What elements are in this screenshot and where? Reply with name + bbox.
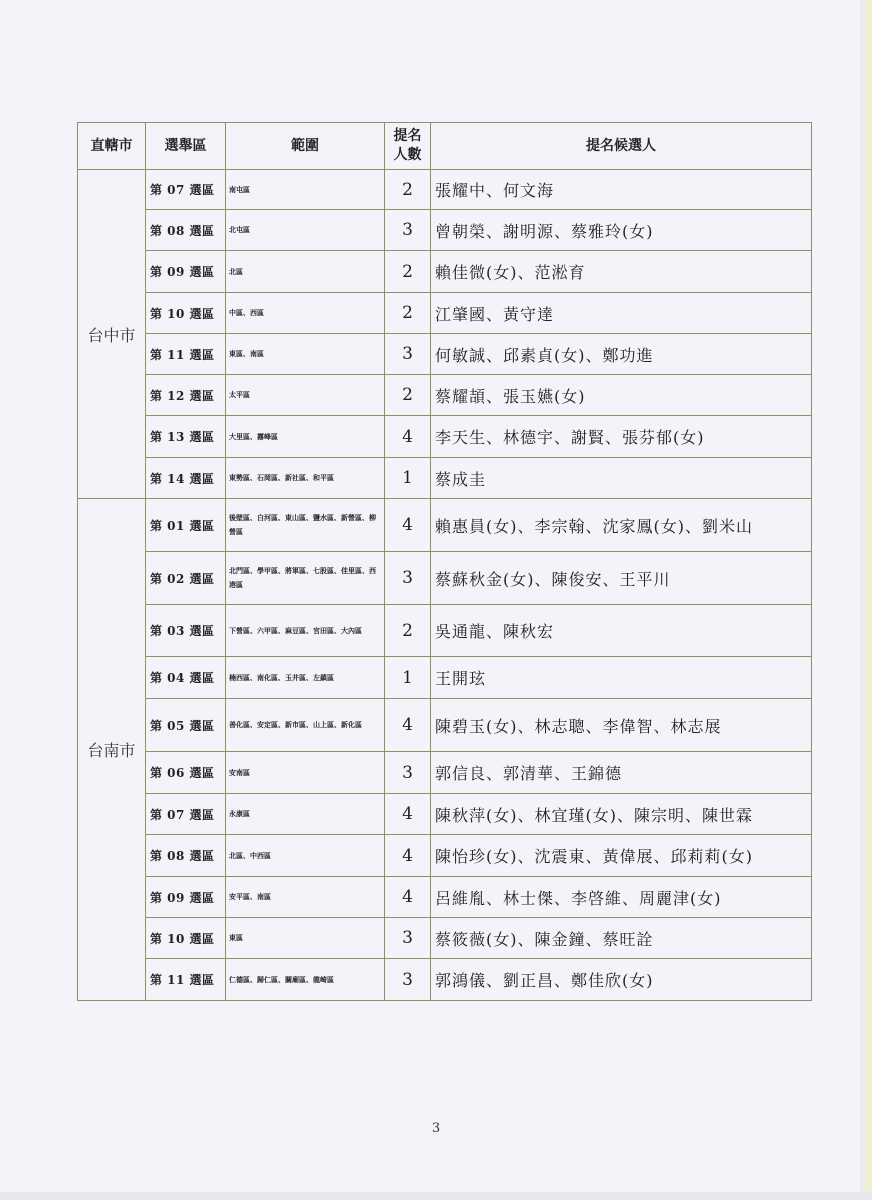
district-cell: 第 01 選區	[146, 499, 226, 552]
table-row	[78, 251, 812, 293]
count-cell: 3	[385, 552, 431, 605]
count-cell: 4	[385, 499, 431, 552]
table-header-row	[78, 123, 812, 170]
candidates-cell: 陳碧玉(女)、林志聰、李偉智、林志展	[431, 699, 812, 752]
header-candidates: 提名候選人	[431, 123, 812, 170]
district-cell: 第 04 選區	[146, 657, 226, 699]
candidates-cell: 蔡蘇秋金(女)、陳俊安、王平川	[431, 552, 812, 605]
count-cell: 2	[385, 293, 431, 334]
candidates-cell: 賴佳微(女)、范淞育	[431, 251, 812, 293]
candidates-cell: 蔡成圭	[431, 458, 812, 499]
count-cell: 1	[385, 458, 431, 499]
area-cell: 楠西區、南化區、玉井區、左鎮區	[226, 657, 385, 699]
area-cell: 東區、南區	[226, 334, 385, 375]
count-cell: 4	[385, 416, 431, 458]
area-cell: 仁德區、歸仁區、關廟區、龍崎區	[226, 959, 385, 1001]
district-cell: 第 11 選區	[146, 959, 226, 1001]
count-cell: 1	[385, 657, 431, 699]
table-row	[78, 170, 812, 210]
page-edge-bottom	[0, 1192, 872, 1200]
nomination-table	[77, 122, 812, 1001]
table-row	[78, 293, 812, 334]
table-row	[78, 210, 812, 251]
district-cell: 第 10 選區	[146, 918, 226, 959]
table-row	[78, 794, 812, 835]
candidates-cell: 郭鴻儀、劉正昌、鄭佳欣(女)	[431, 959, 812, 1001]
area-cell: 安平區、南區	[226, 877, 385, 918]
count-cell: 2	[385, 170, 431, 210]
page-number: 3	[431, 1121, 441, 1136]
count-cell: 4	[385, 794, 431, 835]
city-cell: 台中市	[78, 170, 146, 499]
candidates-cell: 賴惠員(女)、李宗翰、沈家鳳(女)、劉米山	[431, 499, 812, 552]
table-row	[78, 499, 812, 552]
candidates-cell: 曾朝榮、謝明源、蔡雅玲(女)	[431, 210, 812, 251]
candidates-cell: 江肇國、黃守達	[431, 293, 812, 334]
candidates-cell: 陳怡珍(女)、沈震東、黃偉展、邱莉莉(女)	[431, 835, 812, 877]
district-cell: 第 07 選區	[146, 794, 226, 835]
area-cell: 太平區	[226, 375, 385, 416]
district-cell: 第 06 選區	[146, 752, 226, 794]
count-cell: 4	[385, 877, 431, 918]
area-cell: 東勢區、石岡區、新社區、和平區	[226, 458, 385, 499]
count-cell: 4	[385, 699, 431, 752]
candidates-cell: 張耀中、何文海	[431, 170, 812, 210]
district-cell: 第 07 選區	[146, 170, 226, 210]
count-cell: 3	[385, 918, 431, 959]
count-cell: 2	[385, 375, 431, 416]
district-cell: 第 09 選區	[146, 251, 226, 293]
area-cell: 東區	[226, 918, 385, 959]
count-cell: 2	[385, 251, 431, 293]
district-cell: 第 14 選區	[146, 458, 226, 499]
candidates-cell: 陳秋萍(女)、林宜瑾(女)、陳宗明、陳世霖	[431, 794, 812, 835]
area-cell: 北門區、學甲區、將軍區、七股區、佳里區、西港區	[226, 552, 385, 605]
district-cell: 第 03 選區	[146, 605, 226, 657]
city-cell: 台南市	[78, 499, 146, 1001]
table-row	[78, 752, 812, 794]
area-cell: 大里區、霧峰區	[226, 416, 385, 458]
table-row	[78, 605, 812, 657]
table-row	[78, 458, 812, 499]
table-row	[78, 552, 812, 605]
area-cell: 北屯區	[226, 210, 385, 251]
district-cell: 第 05 選區	[146, 699, 226, 752]
table-row	[78, 375, 812, 416]
page-edge-right	[860, 0, 872, 1200]
district-cell: 第 11 選區	[146, 334, 226, 375]
district-cell: 第 13 選區	[146, 416, 226, 458]
district-cell: 第 02 選區	[146, 552, 226, 605]
count-cell: 3	[385, 210, 431, 251]
area-cell: 南屯區	[226, 170, 385, 210]
table-row	[78, 334, 812, 375]
district-cell: 第 08 選區	[146, 210, 226, 251]
table-row	[78, 877, 812, 918]
area-cell: 北區	[226, 251, 385, 293]
candidates-cell: 郭信良、郭清華、王錦德	[431, 752, 812, 794]
candidates-cell: 蔡筱薇(女)、陳金鐘、蔡旺詮	[431, 918, 812, 959]
area-cell: 善化區、安定區、新市區、山上區、新化區	[226, 699, 385, 752]
district-cell: 第 09 選區	[146, 877, 226, 918]
table-row	[78, 699, 812, 752]
district-cell: 第 10 選區	[146, 293, 226, 334]
header-area: 範圍	[226, 123, 385, 170]
table-row	[78, 835, 812, 877]
district-cell: 第 12 選區	[146, 375, 226, 416]
header-count	[385, 123, 431, 170]
table-row	[78, 918, 812, 959]
candidates-cell: 吳通龍、陳秋宏	[431, 605, 812, 657]
candidates-cell: 李天生、林德宇、謝賢、張芬郁(女)	[431, 416, 812, 458]
table-row	[78, 657, 812, 699]
table-row	[78, 416, 812, 458]
area-cell: 安南區	[226, 752, 385, 794]
header-district: 選舉區	[146, 123, 226, 170]
candidates-cell: 呂維胤、林士傑、李啓維、周麗津(女)	[431, 877, 812, 918]
candidates-cell: 何敏誠、邱素貞(女)、鄭功進	[431, 334, 812, 375]
area-cell: 下營區、六甲區、麻豆區、官田區、大內區	[226, 605, 385, 657]
area-cell: 永康區	[226, 794, 385, 835]
district-cell: 第 08 選區	[146, 835, 226, 877]
count-cell: 4	[385, 835, 431, 877]
table-row	[78, 959, 812, 1001]
header-count-label: 提名人數	[393, 128, 422, 163]
count-cell: 3	[385, 334, 431, 375]
count-cell: 2	[385, 605, 431, 657]
count-cell: 3	[385, 752, 431, 794]
header-city: 直轄市	[78, 123, 146, 170]
candidates-cell: 蔡耀頡、張玉嬿(女)	[431, 375, 812, 416]
area-cell: 中區、西區	[226, 293, 385, 334]
candidates-cell: 王開玹	[431, 657, 812, 699]
area-cell: 北區、中西區	[226, 835, 385, 877]
area-cell: 後壁區、白河區、東山區、鹽水區、新營區、柳營區	[226, 499, 385, 552]
count-cell: 3	[385, 959, 431, 1001]
